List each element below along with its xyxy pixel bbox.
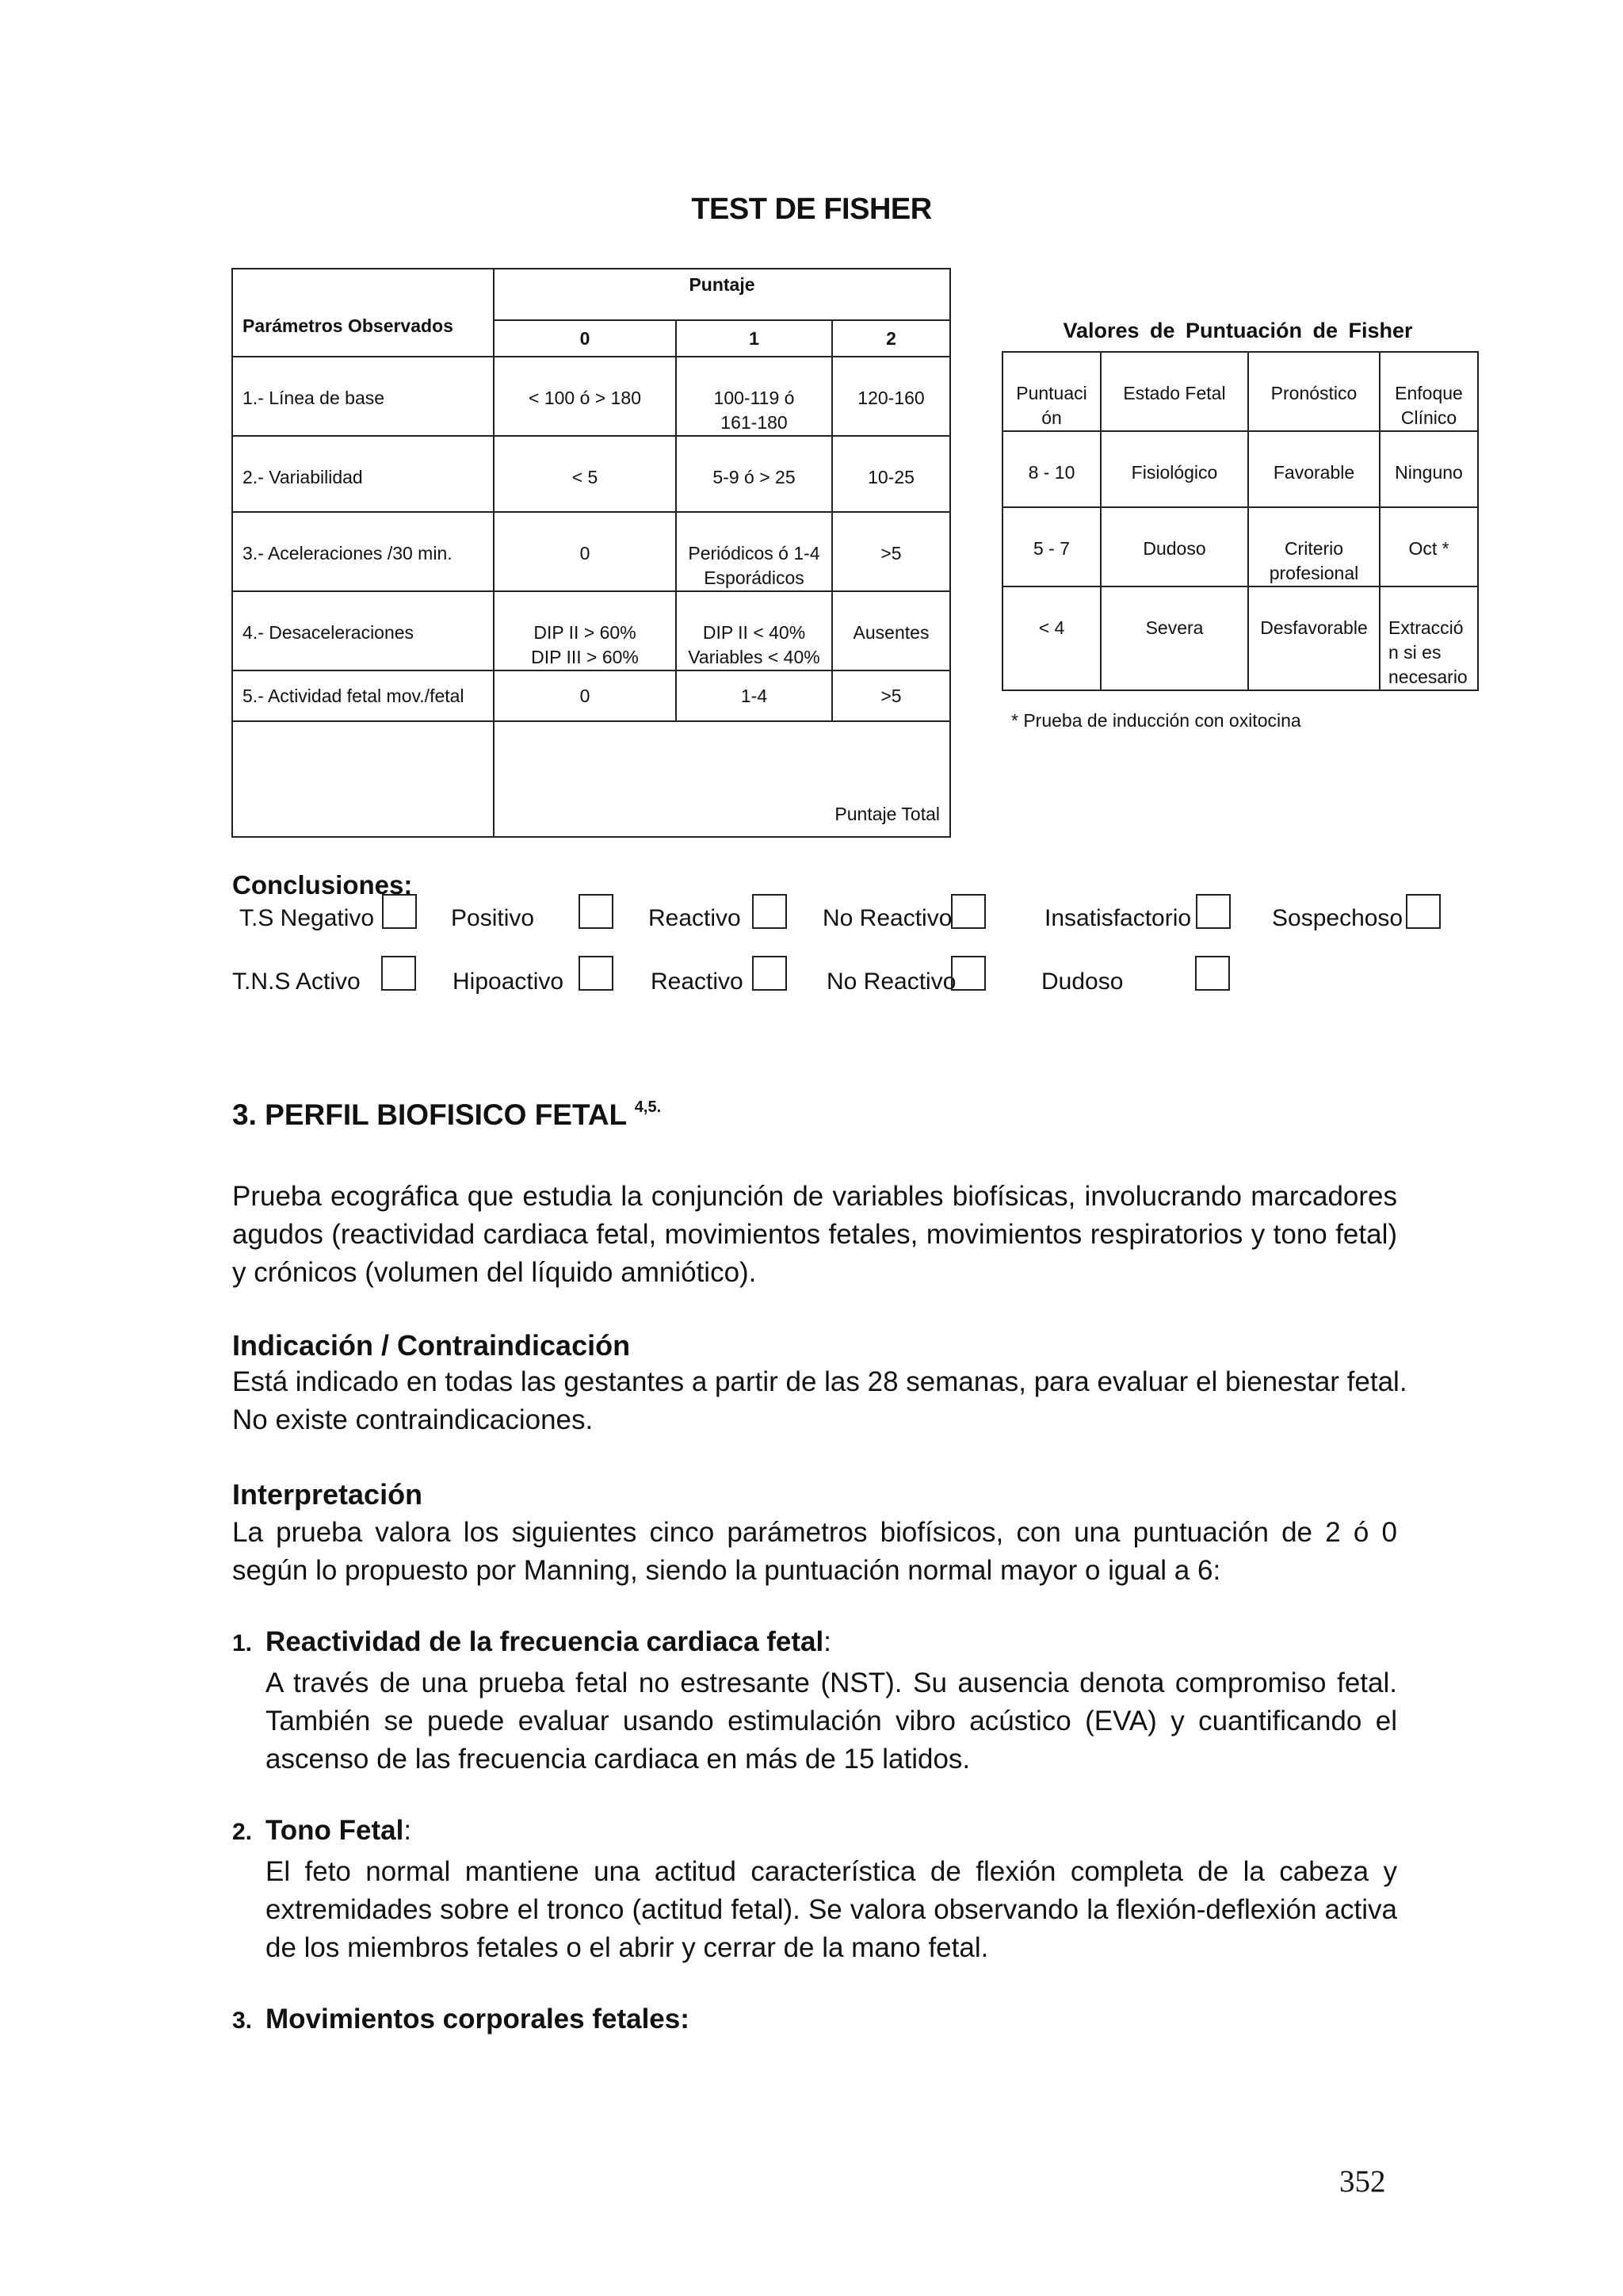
values-header: Pronóstico [1248,352,1380,431]
table-row [232,512,950,591]
score-col-2: 2 [832,320,950,357]
total-score-label: Puntaje Total [494,721,950,837]
cell: 10-25 [832,436,950,512]
fisher-values-table [1002,351,1479,691]
option-label: Insatisfactorio [1044,905,1192,931]
score-col-0: 0 [494,320,676,357]
table-row [232,670,950,721]
fisher-score-table [231,268,951,838]
cell: 100-119 ó 161-180 [676,357,832,436]
cell: < 100 ó > 180 [494,357,676,436]
option-label: T.N.S Activo [232,968,361,995]
cell: 1-4 [676,670,832,721]
row-label: 2.- Variabilidad [232,436,494,512]
page-title: TEST DE FISHER [691,193,932,226]
option-label: T.S Negativo [239,905,375,931]
cell: < 4 [1002,586,1101,690]
option-label: Reactivo [651,968,743,995]
checkbox[interactable] [382,894,417,929]
checkbox[interactable] [951,894,986,929]
indication-heading: Indicación / Contraindicación [232,1329,631,1362]
cell: Severa [1101,586,1248,690]
checkbox[interactable] [1195,956,1230,991]
score-header: Puntaje [494,269,950,320]
option-label: Positivo [451,905,535,931]
checkbox[interactable] [752,956,787,991]
cell: Ausentes [832,591,950,670]
table-row [1002,507,1478,586]
conclusions-heading: Conclusiones: [232,870,413,900]
cell: Favorable [1248,431,1380,507]
cell: Ninguno [1380,431,1478,507]
interpretation-heading: Interpretación [232,1478,423,1511]
reference-superscript: 4,5. [634,1098,662,1116]
option-label: Reactivo [648,905,741,931]
table-row [1002,431,1478,507]
cell: 5-9 ó > 25 [676,436,832,512]
values-header: Puntuaci ón [1002,352,1101,431]
table-row [232,591,950,670]
values-table-caption: Valores de Puntuación de Fisher [1063,319,1413,342]
intro-paragraph: Prueba ecográfica que estudia la conjunción de variables biofísicas, involucrando marcadores agudos (reactividad cardiaca fetal, movimientos fetales, movimientos respiratorios y tono fetal) y crónicos (volumen del líquido amniótico). [232,1181,1397,1288]
row-label: 1.- Línea de base [232,357,494,436]
row-label: 4.- Desaceleraciones [232,591,494,670]
checkbox[interactable] [1196,894,1231,929]
cell: DIP II > 60% DIP III > 60% [494,591,676,670]
table-row [232,357,950,436]
table-row [232,436,950,512]
cell: < 5 [494,436,676,512]
interpretation-paragraph: La prueba valora los siguientes cinco parámetros biofísicos, con una puntuación de 2 ó 0 según lo propuesto por Manning, siendo la puntuación normal mayor o igual a 6: [232,1517,1397,1586]
empty-cell [232,721,494,837]
cell: Periódicos ó 1-4 Esporádicos [676,512,832,591]
checkbox[interactable] [752,894,787,929]
checkbox[interactable] [579,956,613,991]
values-header: Enfoque Clínico [1380,352,1478,431]
cell: Oct * [1380,507,1478,586]
cell: Dudoso [1101,507,1248,586]
cell: Desfavorable [1248,586,1380,690]
page-number: 352 [1339,2164,1386,2199]
cell: Extracció n si es necesario [1380,586,1478,690]
checkbox[interactable] [951,956,986,991]
list-item-title: 1. Reactividad de la frecuencia cardiaca fetal: [232,1626,831,1657]
list-item-title: 3. Movimientos corporales fetales: [232,2004,689,2034]
score-col-1: 1 [676,320,832,357]
list-item-title: 2. Tono Fetal: [232,1815,412,1846]
option-label: No Reactivo [827,968,957,995]
option-label: Hipoactivo [453,968,564,995]
cell: Criterio profesional [1248,507,1380,586]
row-label: 5.- Actividad fetal mov./fetal [232,670,494,721]
checkbox[interactable] [1406,894,1441,929]
option-label: Sospechoso [1272,905,1403,931]
cell: DIP II < 40% Variables < 40% [676,591,832,670]
cell: 0 [494,670,676,721]
table-footnote: * Prueba de inducción con oxitocina [1011,710,1301,731]
list-item-text: A través de una prueba fetal no estresante (NST). Su ausencia denota compromiso fetal. También se puede evaluar usando estimulación vibro acústico (EVA) y cuantificando el ascenso de las frecuencia cardiaca en más de 15 latidos. [265,1668,1397,1775]
option-label: Dudoso [1041,968,1124,995]
list-item-text: El feto normal mantiene una actitud característica de flexión completa de la cabeza y extremidades sobre el tronco (actitud fetal). Se valora observando la flexión-deflexión activa de los miembros fetales o el abrir y cerrar de la mano fetal. [265,1856,1397,1963]
indication-text: Está indicado en todas las gestantes a partir de las 28 semanas, para evaluar el bienestar fetal. [232,1366,1407,1397]
cell: Fisiológico [1101,431,1248,507]
indication-text: No existe contraindicaciones. [232,1404,594,1435]
cell: 0 [494,512,676,591]
values-header: Estado Fetal [1101,352,1248,431]
cell: 120-160 [832,357,950,436]
cell: 5 - 7 [1002,507,1101,586]
checkbox[interactable] [381,956,416,991]
param-header: Parámetros Observados [232,269,494,357]
table-row [1002,586,1478,690]
cell: 8 - 10 [1002,431,1101,507]
checkbox[interactable] [579,894,613,929]
cell: >5 [832,670,950,721]
section-heading: 3. PERFIL BIOFISICO FETAL $^{4,5.}$ [232,1098,662,1131]
row-label: 3.- Aceleraciones /30 min. [232,512,494,591]
cell: >5 [832,512,950,591]
option-label: No Reactivo [823,905,953,931]
